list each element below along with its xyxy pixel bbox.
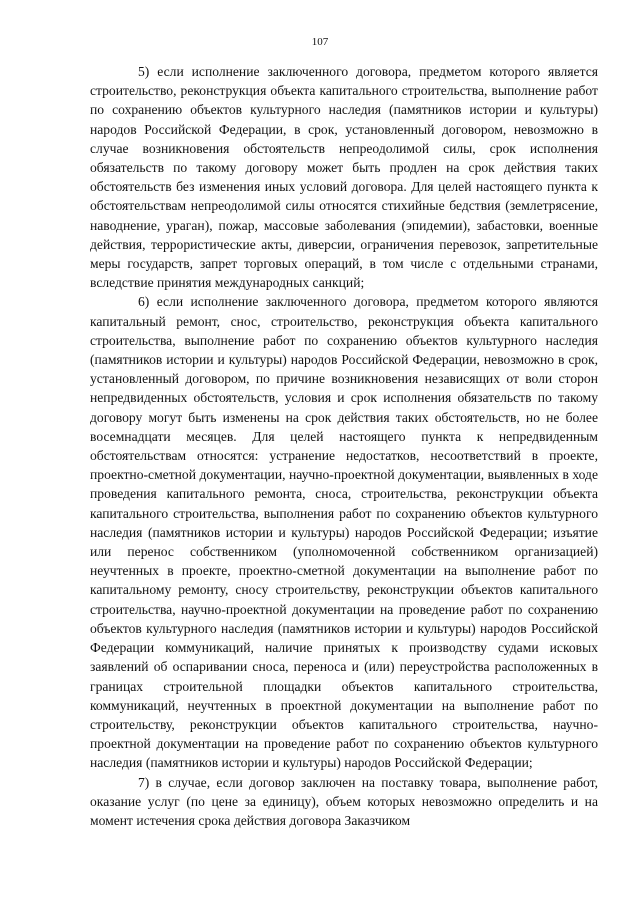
paragraph-item-6: 6) если исполнение заключенного договора, предметом которого являются капитальный ремонт, снос, строительство, реконструкция объекта капитального строительства, выполнение работ по сохранению объектов культурного наследия (памятников истории и культуры) народов Российской Федерации, невозможно в срок, установленный договором, по причине возникновения независящих от воли сторон непредвиденных обстоятельств, условия и срок исполнения обязательств по такому договору могут быть изменены на срок действия таких обстоятельств, но не более восемнадцати месяцев. Для целей настоящего пункта к непредвиденным обстоятельствам относятся: устранение недостатков, несоответствий в проекте, проектно-сметной документации, научно-проектной документации, выявленных в ходе проведения капитального ремонта, сноса, строительства, реконструкции объекта капитального строительства, выполнения работ по сохранению объектов культурного наследия (памятников истории и культуры) народов Российской Федерации; изъятие или перенос собственником (уполномоченной собственником организацией) неучтенных в проекте, проектно-сметной документации на выполнение работ по капитальному ремонту, сносу строительству, реконструкции объектов капитального строительства, научно-проектной документации на проведение работ по сохранению объектов культурного наследия (памятников истории и культуры) народов Российской Федерации коммуникаций, наличие принятых к производству судами исковых заявлений об оспаривании сноса, переноса и (или) переустройства расположенных в границах строительной площадки объектов капитального строительства, коммуникаций, неучтенных в проектной документации на выполнение работ по строительству, реконструкции объектов капитального строительства, научно-проектной документации на проведение работ по сохранению объектов культурного наследия (памятников истории и культуры) народов Российской Федерации; — [90, 294, 598, 771]
paragraph-item-7: 7) в случае, если договор заключен на поставку товара, выполнение работ, оказание услуг (по цене за единицу), объем которых невозможно определить и на момент истечения срока действия договора Заказчиком — [90, 774, 598, 828]
document-body — [90, 62, 598, 830]
paragraph-item-5: 5) если исполнение заключенного договора, предметом которого является строительство, реконструкция объекта капитального строительства, выполнение работ по сохранению объектов культурного наследия (памятников истории и культуры) народов Российской Федерации, в срок, установленный договором, невозможно в случае возникновения обстоятельств непреодолимой силы, срок исполнения обязательств по такому договору может быть продлен на срок действия таких обстоятельств без изменения иных условий договора. Для целей настоящего пункта к обстоятельствам непреодолимой силы относятся стихийные бедствия (землетрясение, наводнение, ураган), пожар, массовые заболевания (эпидемии), забастовки, военные действия, террористические акты, диверсии, ограничения перевозок, запретительные меры государств, запрет торговых операций, в том числе с отдельными странами, вследствие принятия международных санкций; — [90, 64, 598, 291]
page-number: 107 — [311, 36, 329, 48]
